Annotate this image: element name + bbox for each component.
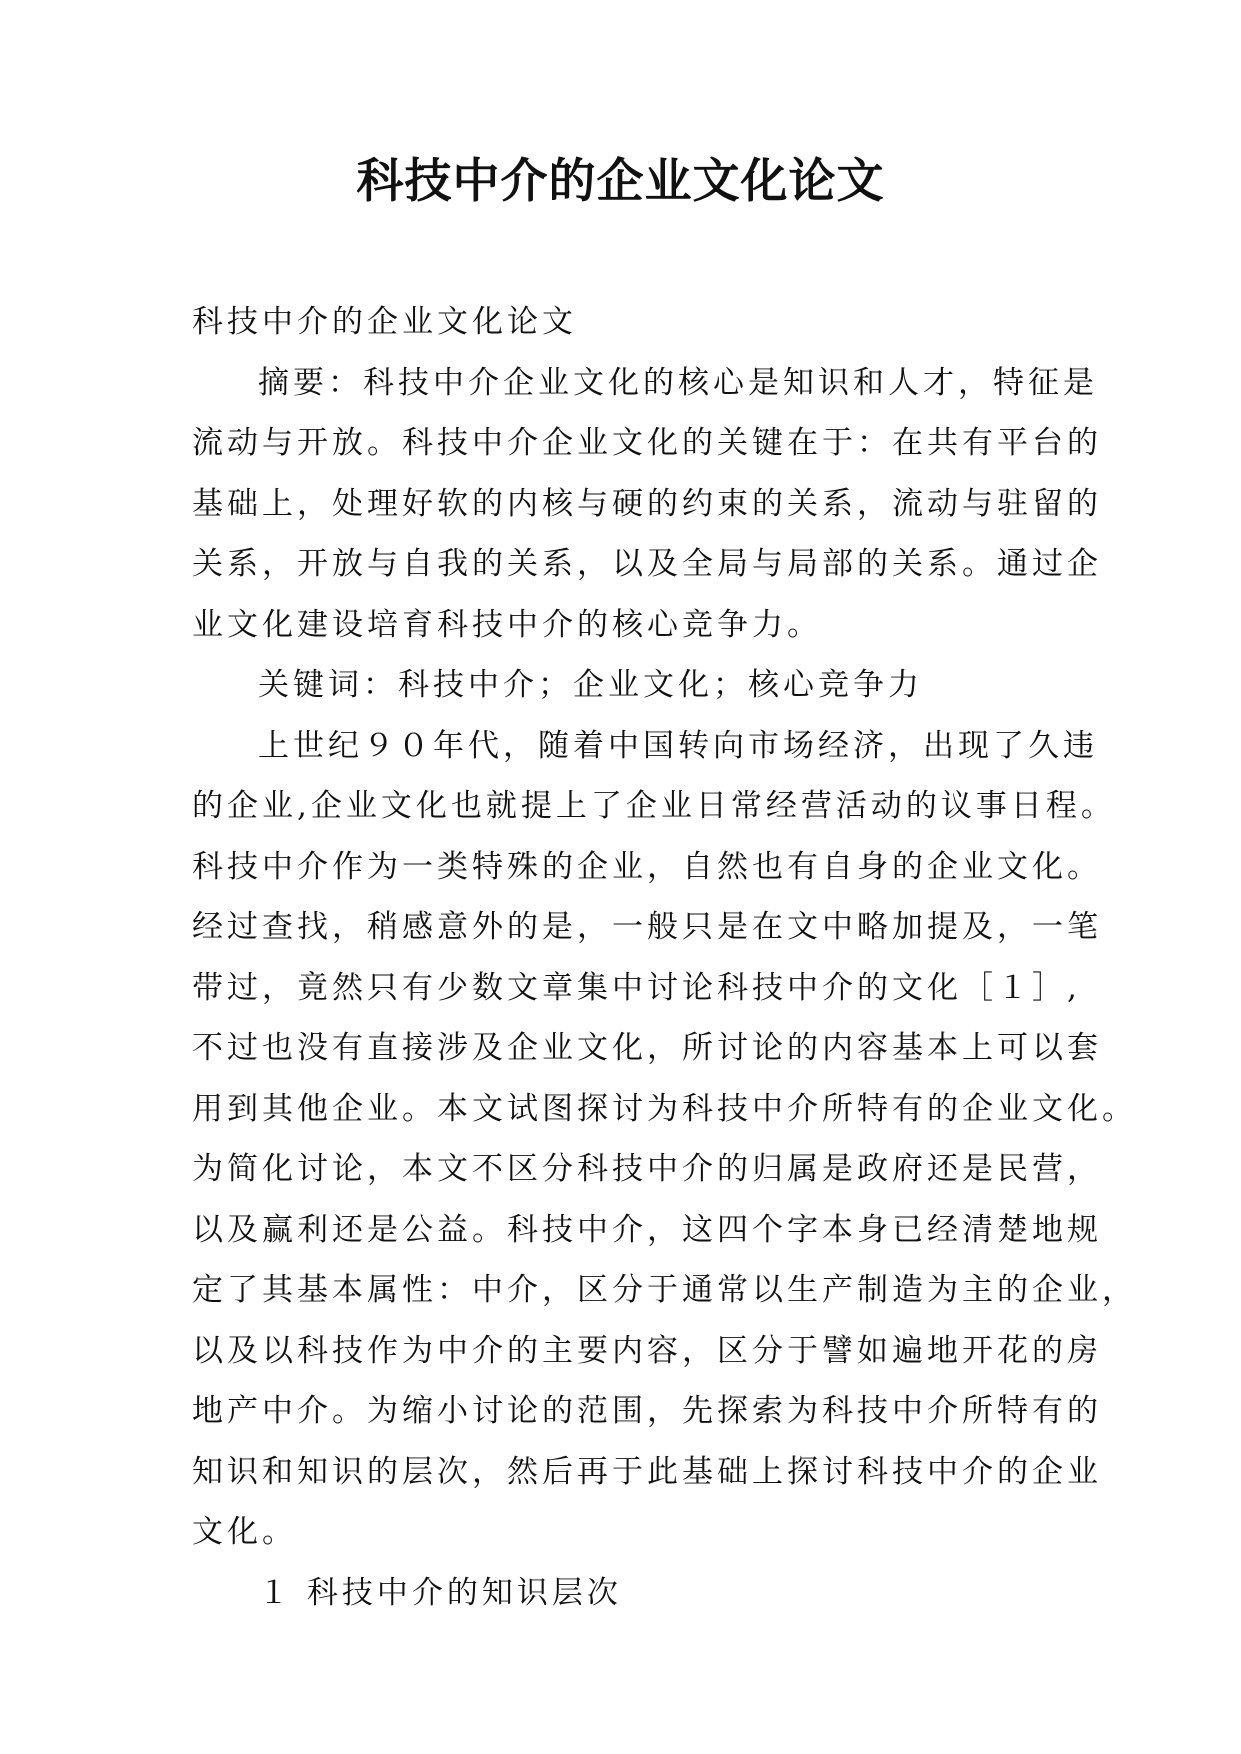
body-line: 地产中介。为缩小讨论的范围，先探索为科技中介所特有的 <box>192 1393 1102 1429</box>
keywords-line: 关键词：科技中介；企业文化；核心竞争力 <box>258 667 923 703</box>
body-line: 的企业,企业文化也就提上了企业日常经营活动的议事日程。 <box>192 788 1116 824</box>
section-heading: １ 科技中介的知识层次 <box>258 1574 622 1611</box>
body-line: 定了其基本属性：中介，区分于通常以生产制造为主的企业， <box>192 1272 1137 1308</box>
abstract-line: 基础上，处理好软的内核与硬的约束的关系，流动与驻留的 <box>192 485 1102 522</box>
subtitle-line: 科技中介的企业文化论文 <box>192 304 577 340</box>
body-line: 知识和知识的层次，然后再于此基础上探讨科技中介的企业 <box>192 1453 1102 1490</box>
abstract-line: 关系，开放与自我的关系，以及全局与局部的关系。通过企 <box>192 546 1102 582</box>
body-line: 以及赢利还是公益。科技中介，这四个字本身已经清楚地规 <box>192 1211 1102 1248</box>
body-line: 科技中介作为一类特殊的企业，自然也有自身的企业文化。 <box>192 848 1102 885</box>
abstract-line: 业文化建设培育科技中介的核心竞争力。 <box>192 606 822 643</box>
body-line: 经过查找，稍感意外的是，一般只是在文中略加提及，一笔 <box>192 909 1102 945</box>
abstract-line: 流动与开放。科技中介企业文化的关键在于：在共有平台的 <box>192 425 1102 461</box>
abstract-line: 摘要：科技中介企业文化的核心是知识和人才，特征是 <box>258 364 1098 401</box>
body-line: 上世纪９０年代，随着中国转向市场经济，出现了久违 <box>258 727 1098 764</box>
document-body <box>192 292 1137 1623</box>
body-line: 带过，竟然只有少数文章集中讨论科技中介的文化［１］, <box>192 969 1081 1006</box>
body-line: 用到其他企业。本文试图探讨为科技中介所特有的企业文化。 <box>192 1090 1137 1127</box>
body-line: 文化。 <box>192 1514 297 1550</box>
document-title: 科技中介的企业文化论文 <box>356 154 885 209</box>
body-line: 为简化讨论，本文不区分科技中介的归属是政府还是民营， <box>192 1151 1102 1187</box>
body-line: 不过也没有直接涉及企业文化，所讨论的内容基本上可以套 <box>192 1030 1102 1066</box>
body-line: 以及以科技作为中介的主要内容，区分于譬如遍地开花的房 <box>192 1332 1102 1369</box>
